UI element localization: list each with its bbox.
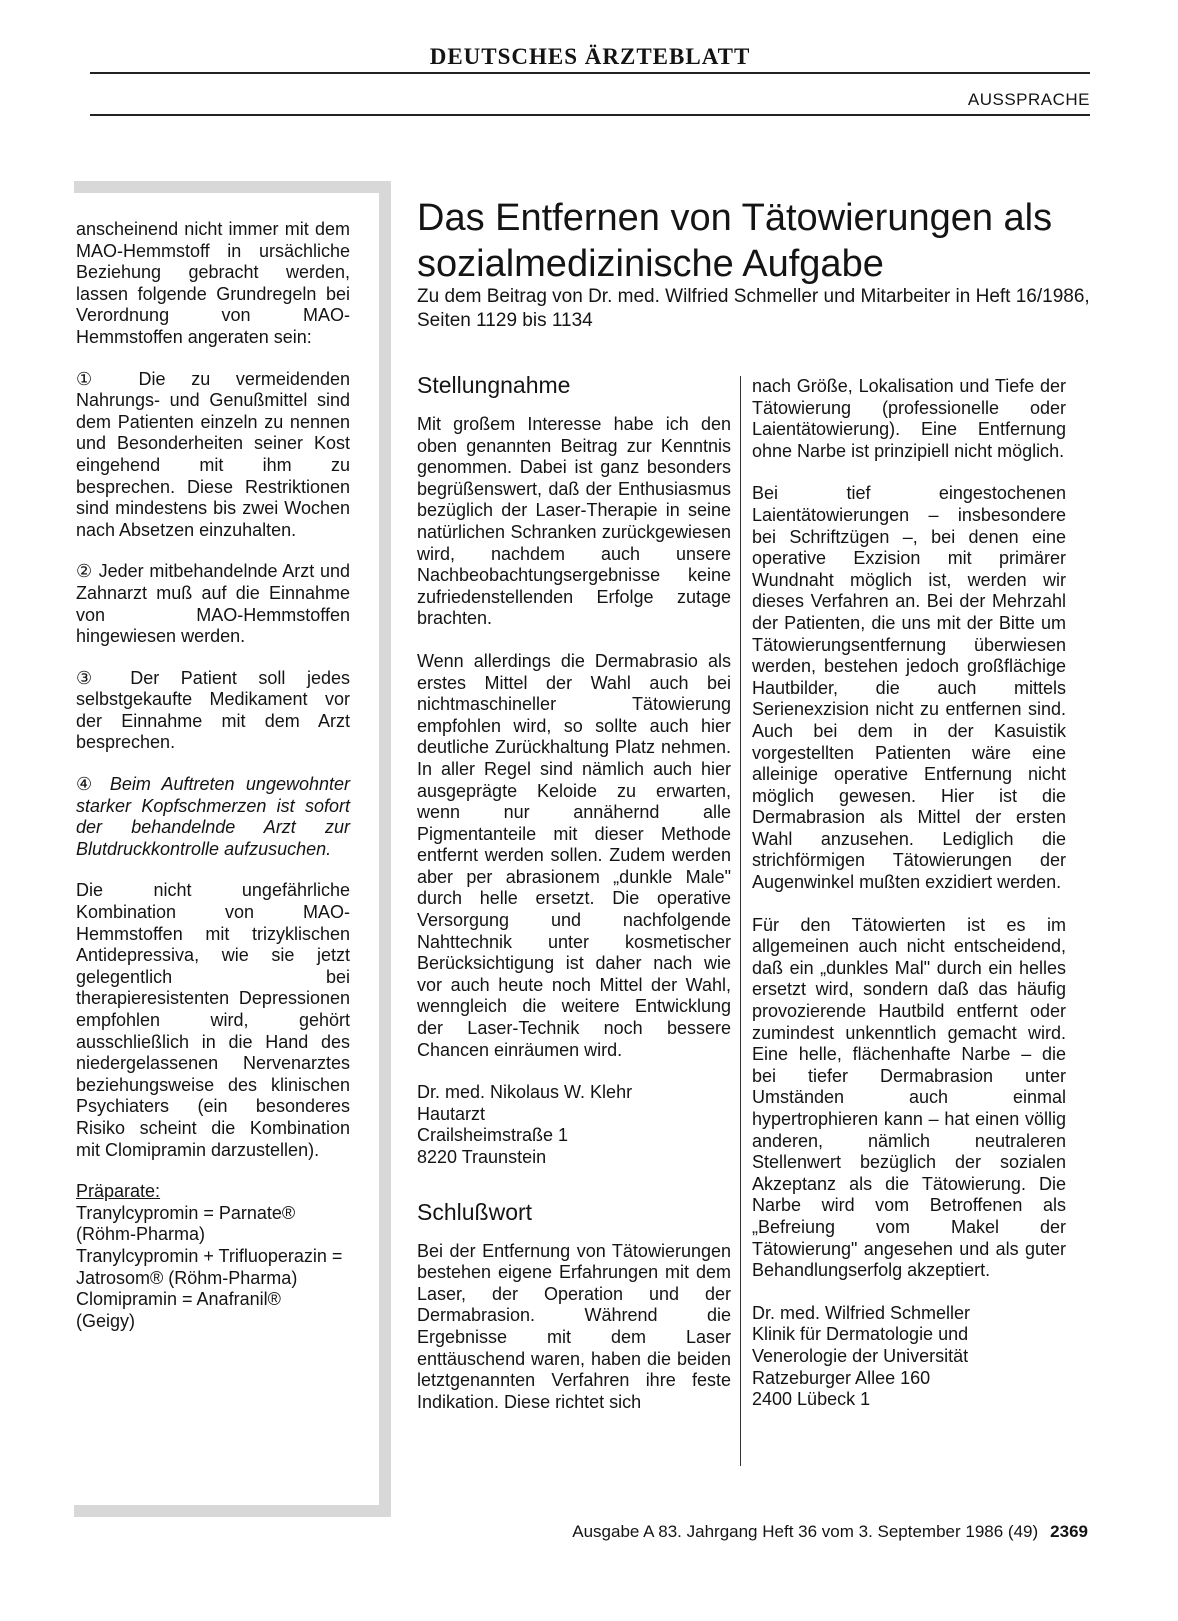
address-line: Dr. med. Nikolaus W. Klehr bbox=[417, 1082, 633, 1103]
preparation-item: (Geigy) bbox=[76, 1310, 136, 1331]
section-rule bbox=[90, 114, 1090, 116]
page-number: 2369 bbox=[1050, 1522, 1088, 1541]
body-paragraph: nach Größe, Lokalisation und Tiefe der Tätowierung (professionelle oder Laientätowierung). Eine Entfernung ohne Narbe ist prinzipiell nicht möglich. bbox=[752, 376, 1066, 461]
edition-info: Ausgabe A 83. Jahrgang Heft 36 vom 3. September 1986 (49) bbox=[572, 1522, 1039, 1541]
sidebar-box bbox=[74, 181, 391, 1517]
preparation-item: Tranylcypromin + Trifluoperazin = Jatrosom® (Röhm-Pharma) bbox=[76, 1245, 343, 1288]
body-paragraph: Für den Tätowierten ist es im allgemeinen auch nicht entscheidend, daß ein „dunkles Mal" durch ein helles ersetzt wird, sondern daß das häufig provozierende Hautbild entfernt oder zumindest unkenntlich gemacht wird. Eine helle, flächenhafte Narbe – die bei tiefer Dermabrasion unter Umständen auch einmal hypertrophieren kann – hat einen völlig anderen, nämlich neutraleren Stellenwert bezüglich der sozialen Akzeptanz als die Tätowierung. Die Narbe wird vom Betroffenen als „Befreiung vom Makel der Tätowierung" angesehen und als guter Behandlungserfolg akzeptiert. bbox=[752, 914, 1066, 1281]
column-divider bbox=[740, 376, 741, 1466]
sidebar-shade-bottom bbox=[74, 1505, 391, 1517]
address-line: Ratzeburger Allee 160 bbox=[752, 1367, 931, 1388]
address-line: Hautarzt bbox=[417, 1103, 486, 1124]
preparation-item: Tranylcypromin = Parnate® bbox=[76, 1202, 296, 1223]
author-address bbox=[417, 1082, 731, 1168]
masthead-rule bbox=[90, 72, 1090, 74]
sidebar-text bbox=[76, 219, 350, 1332]
sidebar-rule-1: ① Die zu vermeidenden Nahrungs- und Genußmittel sind dem Patienten einzeln zu nennen und Besonderheiten seiner Kost eingehend mit ihm zu besprechen. Diese Restriktionen sind mindestens bis zwei Wochen nach Absetzen einzuhalten. bbox=[76, 368, 350, 540]
address-line: 2400 Lübeck 1 bbox=[752, 1389, 871, 1410]
masthead: DEUTSCHES ÄRZTEBLATT bbox=[429, 44, 751, 69]
body-paragraph: Mit großem Interesse habe ich den oben genannten Beitrag zur Kenntnis genommen. Dabei ist ganz besonders begrüßenswert, daß der Enthusiasmus bezüglich der Laser-Therapie in seine natürlichen Schranken zurückgewiesen wird, nachdem auch unsere Nachbeobachtungsergebnisse keine zufriedenstellenden Erfolge zutage brachten. bbox=[417, 414, 731, 629]
page-footer bbox=[572, 1522, 1088, 1542]
sidebar-paragraph: Die nicht ungefährliche Kombination von MAO-Hemmstoffen mit trizyklischen Antidepressiva, wie sie jetzt gelegentlich bei therapieresistenten Depressionen empfohlen wird, gehört ausschließlich in die Hand des niedergelassenen Nervenarztes beziehungsweise des klinischen Psychiaters (ein besonderes Risiko scheint die Kombination mit Clomipramin darzustellen). bbox=[76, 880, 350, 1160]
sidebar-paragraph: anscheinend nicht immer mit dem MAO-Hemmstoff in ursächliche Beziehung gebracht werden, lassen folgende Grundregeln bei Verordnung von MAO-Hemmstoffen angeraten sein: bbox=[76, 219, 350, 347]
preparation-item: (Röhm-Pharma) bbox=[76, 1224, 206, 1245]
body-paragraph: Bei der Entfernung von Tätowierungen bestehen eigene Erfahrungen mit dem Laser, der Operation und der Dermabrasion. Während die Ergebnisse mit dem Laser enttäuschend waren, haben die beiden letztgenannten Verfahren ihre feste Indikation. Diese richtet sich bbox=[417, 1240, 731, 1412]
right-column bbox=[752, 376, 1066, 1441]
middle-column bbox=[417, 372, 731, 1434]
address-line: Dr. med. Wilfried Schmeller bbox=[752, 1302, 971, 1323]
preparations-title: Präparate: bbox=[76, 1181, 161, 1202]
sidebar-shade-right bbox=[379, 181, 391, 1517]
section-label: AUSSPRACHE bbox=[967, 90, 1090, 109]
author-address bbox=[752, 1303, 1066, 1411]
section-heading: Stellungnahme bbox=[417, 372, 571, 398]
body-paragraph: Bei tief eingestochenen Laientätowierungen – insbesondere bei Schriftzügen –, bei denen eine operative Exzision mit primärer Wundnaht möglich ist, werden wir dieses Verfahren an. Bei der Mehrzahl der Patienten, die uns mit der Bitte um Tätowierungsentfernung überwiesen werden, bestehen jedoch großflächige Hautbilder, die auch mittels Serienexzision nicht zu entfernen sind. Auch bei dem in der Kasuistik vorgestellten Patienten wäre eine alleinige operative Entfernung nicht möglich gewesen. Hier ist die Dermabrasion als Mittel der ersten Wahl anzusehen. Lediglich die strichförmigen Tätowierungen der Augenwinkel mußten exzidiert werden. bbox=[752, 483, 1066, 893]
sidebar-rule-3: ③ Der Patient soll jedes selbstgekaufte Medikament vor der Einnahme mit dem Arzt besprechen. bbox=[76, 667, 350, 753]
address-line: 8220 Traunstein bbox=[417, 1147, 547, 1167]
article-subtitle: Zu dem Beitrag von Dr. med. Wilfried Schmeller und Mitarbeiter in Heft 16/1986, Seiten 1129 bis 1134 bbox=[417, 286, 1090, 331]
article-title: Das Entfernen von Tätowierungen als sozialmedizinische Aufgabe bbox=[417, 197, 1053, 286]
preparation-item: Clomipramin = Anafranil® bbox=[76, 1289, 281, 1310]
sidebar-rule-4: ④ Beim Auftreten ungewohnter starker Kopfschmerzen ist sofort der behandelnde Arzt zur Blutdruckkontrolle aufzusuchen. bbox=[76, 774, 350, 859]
section-heading: Schlußwort bbox=[417, 1198, 533, 1225]
body-paragraph: Wenn allerdings die Dermabrasio als erstes Mittel der Wahl auch bei nichtmaschineller Tätowierung empfohlen wird, so sollte auch hier deutliche Zurückhaltung Platz nehmen. In aller Regel sind nämlich auch hier ausgeprägte Keloide zu erwarten, wenn nur annähernd alle Pigmentanteile mit dieser Methode entfernt werden sollen. Zudem werden aber per abrasionem „dunkle Male" durch helle ersetzt. Die operative Versorgung und nachfolgende Nahttechnik unter kosmetischer Berücksichtigung ist daher nach wie vor auch heute noch Mittel der Wahl, wenngleich die weitere Entwicklung der Laser-Technik noch bessere Chancen einräumen wird. bbox=[417, 650, 731, 1060]
address-line: Klinik für Dermatologie und bbox=[752, 1324, 969, 1345]
address-line: Crailsheimstraße 1 bbox=[417, 1125, 569, 1146]
sidebar-shade-top bbox=[74, 181, 391, 193]
address-line: Venerologie der Universität bbox=[752, 1345, 969, 1366]
sidebar-rule-2: ② Jeder mitbehandelnde Arzt und Zahnarzt muß auf die Einnahme von MAO-Hemmstoffen hingewiesen werden. bbox=[76, 561, 350, 647]
preparations-list bbox=[76, 1203, 350, 1333]
